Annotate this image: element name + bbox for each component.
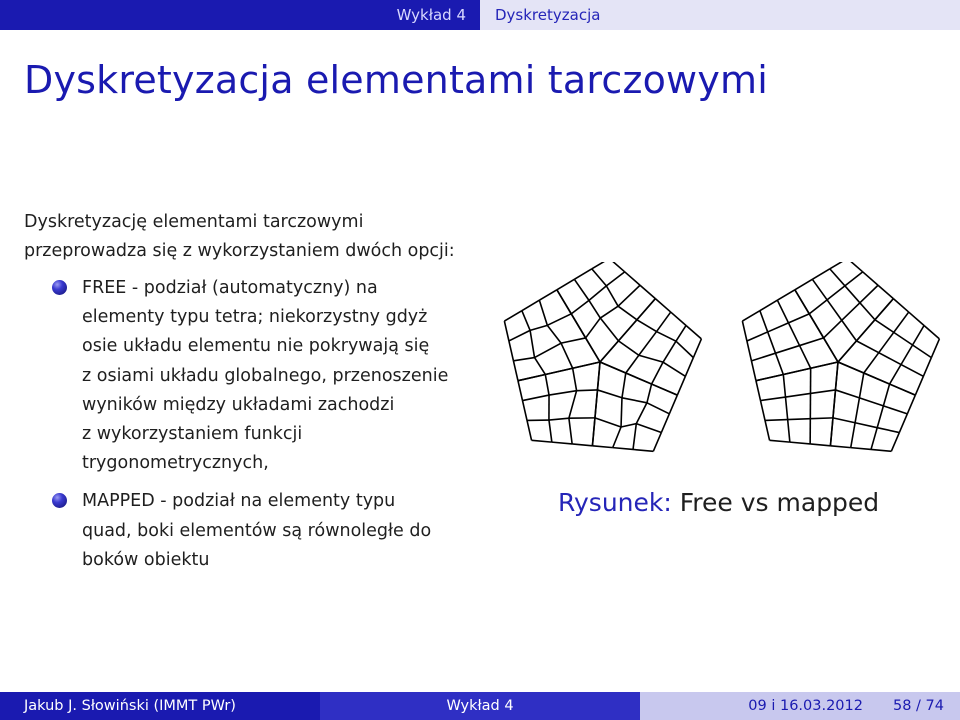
mesh-edge [655,299,670,312]
mesh-edge [835,390,859,398]
mesh-edge [625,272,640,285]
mesh-edge [742,311,759,321]
mesh-edge [901,365,923,377]
mesh-edge [856,320,874,341]
mesh-edge [569,391,577,419]
mesh-edge [661,414,669,433]
footer-date: 09 i 16.03.2012 [748,698,863,714]
mesh-edge [856,341,878,353]
mesh-edge [535,358,546,375]
mesh-edge [618,306,637,320]
mesh-edge [788,323,799,346]
bullet-line: osie układu elementu nie pokrywają się [82,336,430,357]
mesh-edge [765,420,770,440]
bullet-line: z osiami układu globalnego, przenoszenie [82,365,449,386]
mesh-edge [860,303,875,320]
mesh-edge [909,312,924,325]
footer-lecture-cell [320,692,640,720]
mesh-edge [833,390,836,418]
mesh-edge [810,390,835,394]
mesh-edge [855,398,859,423]
mesh-edge [795,279,812,289]
mesh-edge [557,290,571,314]
mesh-edge [574,279,589,300]
mesh-edge [838,341,856,362]
mesh-edge [760,311,768,332]
mesh-edge [639,355,663,362]
mesh-edge [893,299,908,312]
mesh-edge [676,341,693,357]
mesh-edge [557,279,574,289]
bullet-list [52,274,472,584]
mesh-edge [760,300,777,310]
mesh-edge [569,418,572,444]
mesh-edge [600,362,626,373]
mesh-edge [871,428,877,450]
mesh-edge [657,312,671,332]
mesh-edge [864,353,879,373]
mesh-edge [768,332,776,353]
mesh-edge [788,314,809,323]
mesh-edge [842,320,857,341]
mesh-edge [657,332,676,342]
mesh-edge [636,424,661,433]
mesh-edge [637,320,657,332]
mesh-edge [518,381,523,401]
mesh-edge [571,300,589,313]
mesh-edge [676,325,686,341]
mesh-edge [777,290,794,300]
mesh-edge [613,427,621,448]
bullet-line: z wykorzystaniem funkcji [82,424,303,445]
mesh-edge [592,446,612,448]
mesh-edge [600,318,618,341]
mesh-edge [875,299,893,320]
mesh-edge [572,444,592,446]
mesh-edge [790,442,810,444]
mesh-edge [686,325,701,338]
mesh-edge [879,353,901,365]
footer-date-cell [640,692,960,720]
mesh-edge [595,418,621,427]
mesh-edge [875,320,894,333]
mesh-edge [747,332,768,341]
mesh-edge [879,332,894,352]
mesh-edge [640,285,655,298]
mesh-edge [877,428,899,433]
mesh-edge [915,376,923,395]
mesh-edge [653,433,661,452]
mesh-edge [618,285,640,306]
mesh-edge [777,300,788,323]
mesh-edge [589,300,600,318]
mesh-edge [847,262,862,272]
nav-section[interactable] [0,0,480,30]
nav-subsection-label[interactable]: Dyskretyzacja [495,6,601,24]
nav-subsection[interactable] [480,0,960,30]
mapped-mesh-pentagon [742,262,939,451]
mesh-edge [647,403,669,414]
mesh-edge [545,368,572,374]
mesh-edge [756,381,761,401]
mesh-edge [883,384,889,406]
mesh-edge [785,393,810,397]
mesh-edge [693,339,701,358]
mesh-edge [600,341,618,362]
mesh-edge [539,300,547,325]
mesh-edge [504,311,521,321]
mesh-edge [663,341,676,362]
mesh-edge [924,325,939,338]
mesh-edge [812,269,829,279]
mesh-edge [618,341,638,355]
mesh-edge [890,365,901,385]
mesh-edge [907,395,915,414]
mesh-edge [788,420,790,443]
mesh-edge [592,418,595,446]
mesh-edge [860,285,878,303]
mesh-edge [522,311,530,331]
mesh-edge [765,420,788,421]
mesh-edge [768,323,789,332]
mesh-edge [618,320,636,341]
bullet-line: MAPPED - podział na elementy typu [82,491,396,512]
footer-page-number: 58 / 74 [892,698,944,714]
mesh-edge [685,358,693,377]
mesh-edge [613,448,633,450]
mesh-edge [561,343,573,368]
mesh-edge [549,391,577,395]
mesh-edge [890,384,916,395]
mesh-edge [527,420,532,440]
mesh-figure [488,262,948,457]
mesh-edge [742,321,747,341]
mesh-edge [571,314,585,338]
mesh-edge [747,341,752,361]
mesh-edge [573,368,577,390]
mesh-edge [522,401,527,421]
mesh-edge [606,272,624,286]
footer-author-cell [0,692,320,720]
mesh-edge [859,373,863,398]
mesh-edge [751,361,756,381]
mesh-edge [518,374,545,380]
mesh-edge [845,272,863,286]
mesh-edge [878,285,893,298]
mesh-edge [530,325,547,330]
footer-bar [0,692,960,720]
mesh-edge [931,339,939,358]
mesh-edge [864,373,890,384]
mesh-edge [504,321,509,341]
footer-lecture: Wykład 4 [446,698,514,714]
mesh-edge [835,362,838,390]
intro-line-1: Dyskretyzację elementami tarczowymi [24,212,364,232]
mesh-edge [830,269,845,286]
mesh-edge [810,418,833,419]
mesh-edge [633,424,636,450]
mesh-edge [530,330,534,357]
mesh-edge [894,312,909,332]
mesh-edge [671,312,686,325]
mesh-edge [633,449,653,451]
mesh-edge [830,446,850,448]
top-navigation-bar [0,0,960,30]
nav-section-label[interactable]: Wykład 4 [396,6,466,24]
mesh-edge [586,338,600,362]
mesh-edge [513,358,534,361]
bullet-ball-icon [52,280,67,295]
mesh-edge [842,303,860,321]
intro-line-2: przeprowadza się z wykorzystaniem dwóch opcji: [24,241,455,261]
bullet-line: trygonometrycznych, [82,453,269,474]
mesh-edge [923,358,931,377]
mesh-edge [845,286,860,303]
mesh-edge [545,374,549,395]
mesh-edge [838,362,864,373]
bullet-line: FREE - podział (automatyczny) na [82,278,378,298]
mesh-edge [532,440,552,442]
mesh-edge [539,290,556,300]
bullet-line: elementy typu tetra; niekorzystny gdyż [82,307,428,328]
mesh-edge [863,272,878,285]
mesh-edge [760,401,765,421]
bullet-item-mapped [52,487,472,575]
mesh-edge [663,362,685,376]
mesh-edge [913,345,932,358]
mesh-edge [824,320,842,338]
mesh-edge [809,300,827,314]
mesh-edge [785,397,787,420]
mesh-edge [851,448,871,450]
free-mesh-pentagon [504,262,701,451]
mesh-edge [760,397,785,401]
mesh-edge [894,332,913,345]
mesh-edge [830,262,847,269]
mesh-edge [788,419,811,420]
mesh-edge [561,338,586,343]
mesh-edge [811,362,838,368]
mesh-edge [783,374,785,397]
footer-author: Jakub J. Słowiński (IMMT PWr) [24,698,236,714]
mesh-edge [639,332,657,356]
mesh-edge [600,306,618,318]
mesh-edge [770,440,790,442]
mesh-edge [621,424,636,427]
mesh-edge [756,374,783,380]
mesh-edge [800,346,811,369]
bullet-line: wyników między układami zachodzi [82,394,395,415]
mesh-edge [783,368,810,374]
mesh-edge [622,398,647,403]
mesh-edge [901,345,912,365]
mesh-edge [647,384,652,403]
mesh-edge [891,433,899,452]
mesh-edge [586,318,601,338]
mesh-edge [606,286,618,306]
mesh-edge [592,269,607,286]
mesh-edge [859,398,883,406]
mesh-edge [597,362,600,390]
intro-text [24,208,484,266]
mesh-edge [597,390,621,398]
mesh-edge [775,346,799,354]
mesh-edge [513,361,518,381]
mesh-edge [637,299,655,320]
mesh-edge [795,290,809,314]
mesh-edge [810,444,830,446]
mesh-edge [509,341,514,361]
mesh-edge [652,362,663,384]
mesh-edge [549,420,552,442]
caption-label: Rysunek: [558,488,672,517]
mesh-edge [574,269,591,279]
mesh-edge [573,362,600,368]
mesh-edge [552,442,572,444]
mesh-edge [827,286,845,300]
figure-caption [558,488,879,517]
mesh-edge [824,338,838,362]
mesh-edge [547,325,561,343]
mesh-edge [592,262,609,269]
caption-text: Free vs mapped [679,488,880,517]
mesh-edge [595,390,598,418]
mesh-edge [669,395,677,414]
mesh-edge [652,384,678,395]
mesh-edge [621,398,622,427]
mesh-edge [827,300,842,321]
mesh-edge [800,338,824,346]
mesh-edge [812,279,827,300]
mesh-edge [577,390,598,391]
mesh-edge [522,395,549,401]
mesh-edge [833,418,855,423]
mesh-edge [883,406,907,414]
mesh-edge [871,449,891,451]
mesh-edge [809,314,823,338]
mesh-edge [509,330,530,341]
mesh-edge [589,286,606,300]
mesh-edge [547,314,571,325]
slide-title: Dyskretyzacja elementami tarczowymi [24,58,768,102]
mesh-edge [775,353,783,374]
mesh-edge [549,418,569,420]
mesh-edge [855,423,877,428]
bullet-item-free [52,274,472,478]
mesh-edge [830,418,833,446]
mesh-edge [877,406,883,428]
mesh-edge [535,343,562,357]
mesh-edge [851,423,855,448]
mesh-edge [522,300,539,310]
mesh-edge [636,403,647,424]
mesh-edge [751,353,775,361]
mesh-edge [913,325,924,345]
mesh-edge [609,262,624,272]
mesh-edge [622,373,626,398]
bullet-line: quad, boki elementów są równoległe do [82,520,432,541]
mesh-edge [626,355,639,373]
mesh-edge [677,376,685,395]
mesh-edge [899,414,907,433]
bullet-ball-icon [52,493,67,508]
mesh-edge [626,373,652,384]
bullet-line: boków obiektu [82,549,210,570]
